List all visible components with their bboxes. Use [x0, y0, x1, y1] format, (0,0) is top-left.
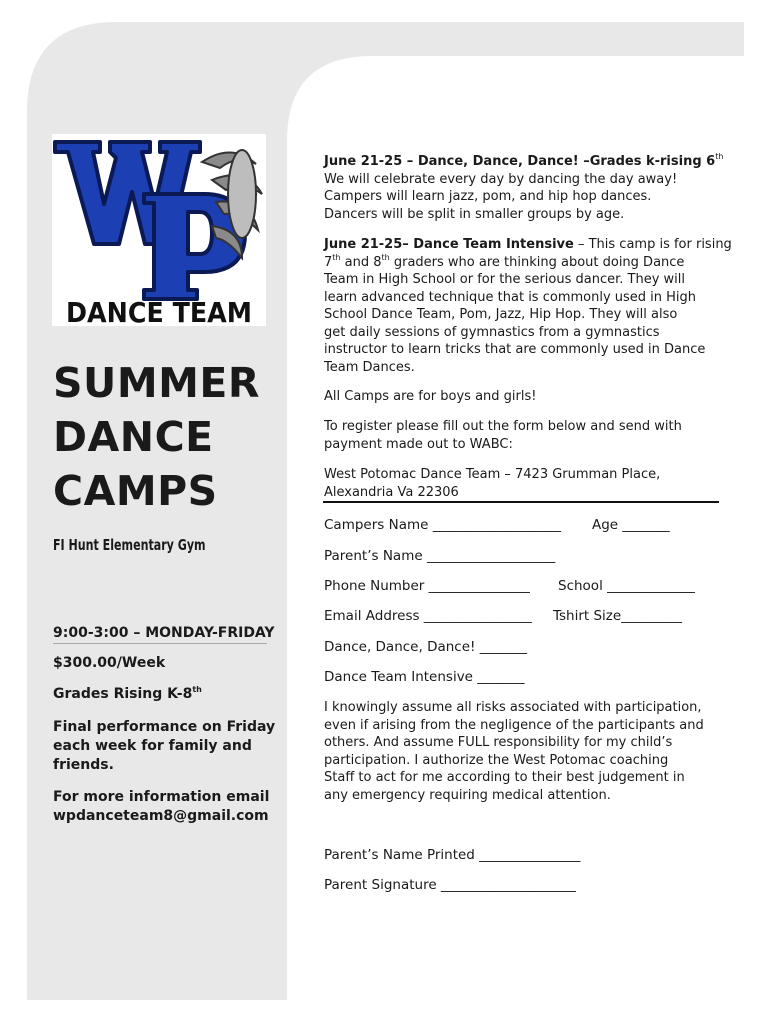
camp1-line: We will celebrate every day by dancing the day away! — [324, 171, 678, 187]
camp2-heading: June 21-25– Dance Team Intensive — [324, 237, 574, 252]
performance-line: friends. — [53, 757, 114, 773]
wp-logo-graphic — [52, 134, 266, 326]
grades-label: Grades Rising K-8 — [53, 686, 193, 702]
wp-dance-team-logo — [52, 134, 266, 326]
schedule-text: 9:00-3:00 – MONDAY-FRIDAY — [53, 625, 275, 641]
address-line: West Potomac Dance Team – 7423 Grumman Place, — [324, 467, 661, 482]
register-line: To register please fill out the form below and send with — [324, 419, 682, 434]
form-divider — [323, 501, 719, 503]
phone-number-field[interactable]: Phone Number _______________ — [324, 578, 530, 594]
contact-line: For more information email — [53, 789, 270, 805]
price-text: $300.00/Week — [53, 655, 166, 671]
camp2-line: get daily sessions of gymnastics from a gymnastics — [324, 324, 660, 340]
parents-name-field[interactable]: Parent’s Name ___________________ — [324, 548, 556, 564]
grades-text — [53, 686, 202, 702]
title-line: DANCE — [53, 413, 214, 461]
title-line: SUMMER — [53, 359, 260, 407]
camp1-line: Campers will learn jazz, pom, and hip hop dances. — [324, 189, 652, 204]
logo-banner-text: DANCE TEAM — [66, 296, 252, 326]
all-camps-note: All Camps are for boys and girls! — [324, 389, 537, 404]
performance-line: Final performance on Friday — [53, 719, 276, 735]
page-title — [53, 356, 260, 518]
liability-waiver — [324, 699, 734, 804]
age-field[interactable]: Age _______ — [592, 517, 670, 533]
camp2-line: School Dance Team, Pom, Jazz, Hip Hop. They will also — [324, 307, 678, 322]
location-text: FI Hunt Elementary Gym — [53, 536, 206, 554]
camp2-text: graders who are thinking about doing Dance — [389, 254, 685, 270]
waiver-line: I knowingly assume all risks associated with participation, — [324, 700, 702, 715]
camp2-line: instructor to learn tricks that are commonly used in Dance — [324, 342, 706, 357]
performance-text — [53, 718, 275, 775]
camp-dance-team-intensive — [324, 236, 732, 376]
contact-text — [53, 788, 269, 826]
camp2-sup: th — [381, 252, 390, 262]
camp2-sup: th — [332, 252, 341, 262]
waiver-line: any emergency requiring medical attention. — [324, 787, 611, 803]
camp1-line: Dancers will be split in smaller groups by age. — [324, 206, 625, 222]
campers-name-field[interactable]: Campers Name ___________________ — [324, 517, 561, 533]
contact-email: wpdanceteam8@gmail.com — [53, 808, 269, 824]
parent-signature-field[interactable]: Parent Signature ____________________ — [324, 877, 576, 893]
camp2-line: learn advanced technique that is commonly used in High — [324, 289, 697, 305]
register-line: payment made out to WABC: — [324, 436, 513, 452]
camp1-heading: June 21-25 – Dance, Dance, Dance! –Grades k-rising 6 — [324, 154, 716, 169]
camp2-heading-rest: – This camp is for rising — [573, 237, 732, 252]
grades-sup: th — [192, 685, 202, 694]
camp1-heading-sup: th — [715, 152, 724, 161]
title-line: CAMPS — [53, 467, 218, 515]
camp2-text: and 8 — [340, 254, 382, 270]
email-address-field[interactable]: Email Address ________________ — [324, 608, 532, 624]
parent-name-printed-field[interactable]: Parent’s Name Printed _______________ — [324, 847, 581, 863]
waiver-line: participation. I authorize the West Potomac coaching — [324, 752, 669, 768]
waiver-line: even if arising from the negligence of the participants and — [324, 717, 704, 733]
dance-team-intensive-field[interactable]: Dance Team Intensive _______ — [324, 669, 525, 685]
camp2-text: 7 — [324, 254, 333, 270]
camp2-line: Team in High School or for the serious dancer. They will — [324, 272, 685, 287]
sidebar-divider — [53, 643, 267, 644]
waiver-line: Staff to act for me according to their best judgement in — [324, 770, 685, 785]
performance-line: each week for family and — [53, 738, 252, 754]
dance-dance-dance-field[interactable]: Dance, Dance, Dance! _______ — [324, 639, 527, 655]
waiver-line: others. And assume FULL responsibility for my child’s — [324, 735, 673, 750]
mailing-address — [324, 466, 724, 501]
school-field[interactable]: School _____________ — [558, 578, 695, 594]
register-instructions — [324, 418, 724, 453]
camp-dance-dance-dance — [324, 153, 724, 223]
address-line: Alexandria Va 22306 — [324, 484, 459, 500]
camp2-line: Team Dances. — [324, 359, 415, 375]
tshirt-size-field[interactable]: Tshirt Size_________ — [553, 608, 682, 624]
